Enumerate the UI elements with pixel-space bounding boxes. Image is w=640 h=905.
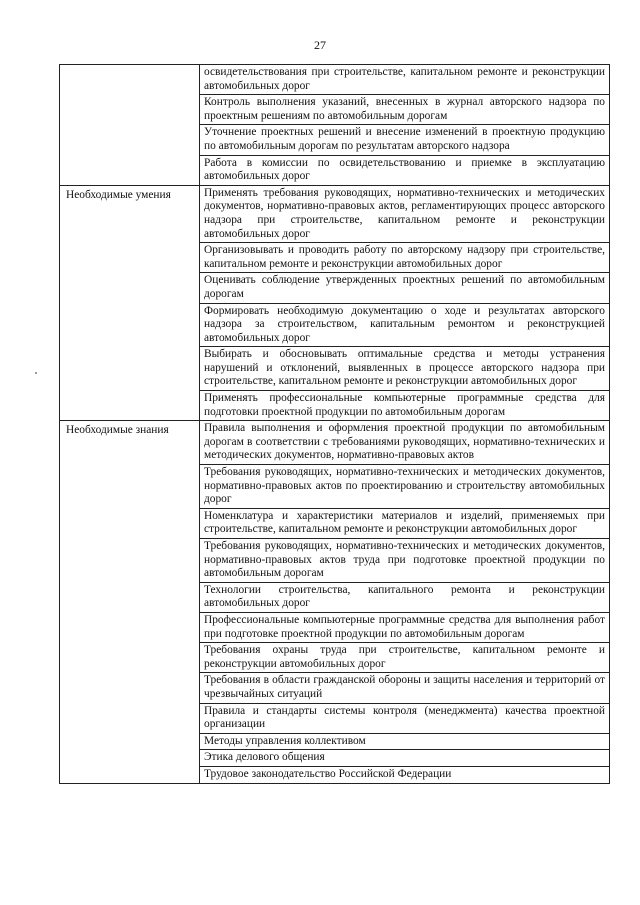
section-item: Номенклатура и характеристики материалов и изделий, применяемых при строительстве, капитальном ремонте и реконструкции автомобильных дорог — [200, 508, 610, 538]
section-label: Необходимые умения — [60, 185, 200, 421]
section-item: Контроль выполнения указаний, внесенных в журнал авторского надзора по проектным решениям по автомобильным дорогам — [200, 95, 610, 125]
section-item: Требования руководящих, нормативно-технических и методических документов, нормативно-правовых актов труда при подготовке проектной продукции по автомобильным дорогам — [200, 539, 610, 583]
section-item: Работа в комиссии по освидетельствованию и приемке в эксплуатацию автомобильных дорог — [200, 155, 610, 185]
scan-speck — [35, 372, 37, 374]
section-item: Уточнение проектных решений и внесение изменений в проектную продукцию по автомобильным дорогам по результатам авторского надзора — [200, 125, 610, 155]
qualification-table-body — [60, 65, 610, 784]
section-label: Необходимые знания — [60, 421, 200, 783]
section-item: Правила выполнения и оформления проектной продукции по автомобильным дорогам в соответствии с требованиями руководящих, нормативно-технических и методических документов, нормативно-правовых актов — [200, 421, 610, 465]
section-item: Правила и стандарты системы контроля (менеджмента) качества проектной организации — [200, 703, 610, 733]
qualification-table — [59, 64, 610, 784]
section-item: Трудовое законодательство Российской Федерации — [200, 766, 610, 783]
section-item: Методы управления коллективом — [200, 733, 610, 750]
table-row — [60, 421, 610, 465]
section-item: Технологии строительства, капитального ремонта и реконструкции автомобильных дорог — [200, 582, 610, 612]
section-label — [60, 65, 200, 186]
section-item: Применять профессиональные компьютерные программные средства для подготовки проектной продукции по автомобильным дорогам — [200, 391, 610, 421]
section-item: Профессиональные компьютерные программные средства для выполнения работ при подготовке проектной продукции по автомобильным дорогам — [200, 612, 610, 642]
page-number: 27 — [314, 38, 326, 52]
table-row — [60, 65, 610, 95]
section-item: Требования охраны труда при строительстве, капитальном ремонте и реконструкции автомобильных дорог — [200, 643, 610, 673]
section-item: Формировать необходимую документацию о ходе и результатах авторского надзора за строительством, капитальным ремонтом и реконструкцией автомобильных дорог — [200, 303, 610, 347]
section-item: Оценивать соблюдение утвержденных проектных решений по автомобильным дорогам — [200, 273, 610, 303]
section-item: Применять требования руководящих, нормативно-технических и методических документов, нормативно-правовых актов, регламентирующих процесс авторского надзора при строительстве, капитальном ремонте и реконструкции автомобильных дорог — [200, 185, 610, 242]
section-item: Выбирать и обосновывать оптимальные средства и методы устранения нарушений и отклонений, выявленных в процессе авторского надзора при строительстве, капитальном ремонте и реконструкции автомобильных дорог — [200, 347, 610, 391]
table-row — [60, 185, 610, 242]
section-item: Организовывать и проводить работу по авторскому надзору при строительстве, капитальном ремонте и реконструкции автомобильных дорог — [200, 243, 610, 273]
section-item: Этика делового общения — [200, 750, 610, 767]
section-item: Требования в области гражданской обороны и защиты населения и территорий от чрезвычайных ситуаций — [200, 673, 610, 703]
section-item: Требования руководящих, нормативно-технических и методических документов, нормативно-правовых актов по проектированию и строительству автомобильных дорог — [200, 465, 610, 509]
section-item: освидетельствования при строительстве, капитальном ремонте и реконструкции автомобильных дорог — [200, 65, 610, 95]
